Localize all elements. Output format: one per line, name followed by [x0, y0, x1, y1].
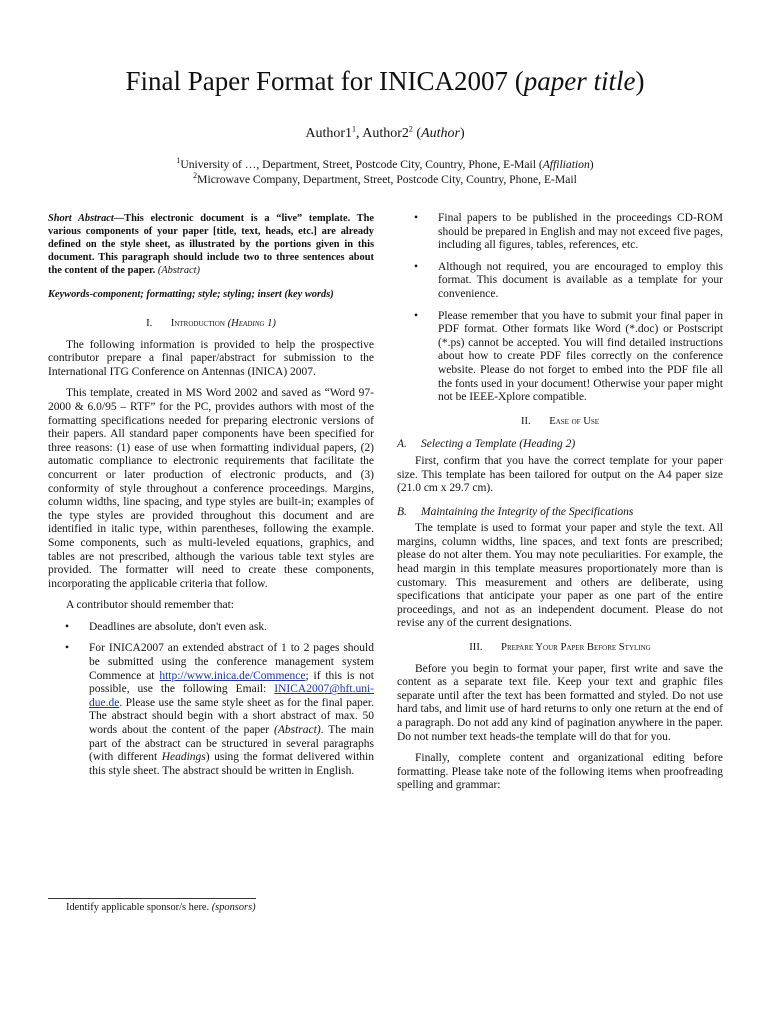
- title-italic: paper title: [523, 66, 636, 96]
- author-line: $Author1^1$, $Author2^2$ (Author): [305, 124, 465, 141]
- author-role: Author: [421, 126, 460, 141]
- affiliation-1: $^1$University of …, Department, Street, Postcode City, Country, Phone, E-Mail (Affiliation): [176, 156, 594, 171]
- bullet-icon: •: [65, 620, 70, 633]
- footnote-text: Identify applicable sponsor/s here.: [66, 902, 212, 913]
- list-item: [397, 310, 723, 405]
- affiliation-2: [0, 172, 770, 187]
- heading-number: III.: [469, 642, 483, 654]
- list-item-text: For INICA2007 an extended abstract of 1 to 2 pages should be submitted using the conference management system Commence at: [89, 642, 374, 682]
- paragraph: This template, created in MS Word 2002 and saved as “Word 97-2000 & 6.0/95 – RTF” for the PC, provides authors with most of the formatting specifications needed for preparing electronic versions of their papers. All standard paper components have been specified for three reasons: (1) ease of use when formatting individual papers, (2) automatic compliance to electronic requirements that facilitate the concurrent or later production of electronic products, and (3) conformity of style throughout a conference proceedings. Margins, column widths, line spacing, and type styles are built-in; examples of the type styles are provided throughout this document and are identified in italic type, within parentheses, following the example. Some components, such as multi-leveled equations, graphics, and tables are not prescribed, although the various table text styles are provided. The formatter will need to create these components, incorporating the applicable criteria that follow.: [48, 387, 374, 590]
- list-item: [397, 212, 723, 253]
- footnote: [66, 902, 256, 913]
- list-item-text: . Please use the same style sheet as for the final paper. The abstract should begin with a short abstract of max. 50 words about the content of the paper: [89, 696, 374, 737]
- list-item-text: Please remember that you have to submit your final paper in PDF format. Other formats like Word (*.doc) or Postscript (*.ps) cannot be accepted. You will find detailed instructions about how to create PDF files correctly on the conference website. Please do not forget to embed into the PDF file all the fonts used in your document! Otherwise your paper might not be IEEE-Xplore compatible.: [438, 309, 723, 404]
- affiliation-2-text: Microwave Company, Department, Street, Postcode City, Country, Phone, E-Mail: [197, 173, 577, 186]
- heading-introduction: [48, 317, 374, 331]
- list-item-text: Although not required, you are encouraged to employ this format. This document is available as a template for your convenience.: [438, 260, 723, 300]
- heading-number: II.: [520, 415, 531, 427]
- heading-prepare-paper: [397, 641, 723, 655]
- list-item: [48, 621, 374, 635]
- commence-link[interactable]: http://www.inica.de/Commence: [159, 669, 306, 682]
- heading-number: I.: [146, 318, 153, 329]
- bullet-list: [397, 212, 723, 405]
- bullet-list: [48, 621, 374, 779]
- abstract-label: Short Abstract: [48, 213, 114, 224]
- footnote-tag: (sponsors): [211, 902, 256, 913]
- list-item-italic: Headings: [161, 751, 206, 764]
- author-1: Author1: [305, 126, 353, 141]
- affiliation-1-sup: 1: [176, 156, 181, 166]
- list-item-text: ) using the format delivered within this style sheet. The abstract should be written in English.: [89, 751, 374, 777]
- subheading-text: Maintaining the Integrity of the Specifications: [421, 505, 634, 518]
- paragraph: The following information is provided to help the prospective contributor prepare a final paper/abstract for submission to the International ITG Conference on Antennas (INICA) 2007.: [48, 338, 374, 378]
- left-column: [48, 212, 374, 786]
- paragraph: Before you begin to format your paper, first write and save the content as a separate text file. Keep your text and graphic files separate until after the text has been formatted and styled. Do not use hard tabs, and limit use of hard returns to only one return at the end of a paragraph. Do not add any kind of pagination anywhere in the paper. Do not number text heads-the template will do that for you.: [397, 662, 723, 743]
- affiliation-1-tag: Affiliation: [542, 158, 590, 171]
- abstract-tag: (Abstract): [157, 265, 201, 276]
- subheading-b: [397, 506, 723, 520]
- paragraph: The template is used to format your paper and style the text. All margins, column widths, line spaces, and text fonts are prescribed; please do not alter them. You may note peculiarities. For example, the head margin in this template measures proportionately more than is customary. This measurement and others are deliberate, using specifications that anticipate your paper as one part of the entire proceedings, and not as an independent document. Please do not revise any of the current designations.: [397, 522, 723, 630]
- list-item-italic: (Abstract): [274, 724, 321, 737]
- subheading-label: B.: [397, 505, 407, 518]
- list-item-text: Deadlines are absolute, don't even ask.: [89, 620, 268, 633]
- author-2-sup: 2: [408, 124, 413, 134]
- author-2: , Author2: [356, 126, 409, 141]
- title-close: ): [635, 66, 645, 96]
- author-1-sup: 1: [352, 124, 357, 134]
- bullet-icon: •: [414, 260, 419, 273]
- heading-text: Ease of Use: [549, 415, 600, 427]
- subheading-label: A.: [397, 438, 407, 451]
- heading-text: Prepare Your Paper Before Styling: [501, 642, 651, 654]
- email-link[interactable]: INICA2007@hft.uni-due.de: [89, 683, 374, 709]
- subheading-text: Selecting a Template (Heading 2): [421, 438, 576, 451]
- list-item-text: . The main part of the abstract can be structured in several paragraphs (with different: [89, 724, 374, 764]
- paper-title: [0, 64, 770, 98]
- abstract-text: —This electronic document is a “live” template. The various components of your paper [title, text, heads, etc.] are already defined on the style sheet, as illustrated by the portions given in this document. This paragraph should include two to three sentences about the content of the paper.: [48, 213, 374, 276]
- abstract: [48, 212, 374, 277]
- paragraph: Finally, complete content and organizational editing before formatting. Please take note of the following items when proofreading spelling and grammar:: [397, 752, 723, 792]
- bullet-icon: •: [414, 309, 419, 322]
- bullet-icon: •: [65, 642, 70, 655]
- paragraph: First, confirm that you have the correct template for your paper size. This template has been tailored for output on the A4 paper size (21.0 cm x 29.7 cm).: [397, 454, 723, 495]
- right-column: [397, 212, 723, 801]
- heading-tag: (Heading 1): [227, 318, 276, 329]
- heading-ease-of-use: [397, 415, 723, 429]
- list-item: [48, 642, 374, 778]
- list-item-text: ; if this is not possible, use the following Email:: [89, 669, 374, 696]
- subheading-a: [397, 438, 723, 452]
- paragraph: A contributor should remember that:: [66, 599, 234, 612]
- footnote-divider: [48, 898, 256, 899]
- title-main: Final Paper Format for INICA2007 (: [125, 66, 524, 96]
- affiliation-1-text: University of …, Department, Street, Postcode City, Country, Phone, E-Mail (: [180, 158, 543, 171]
- list-item: [397, 261, 723, 302]
- list-item-text: Final papers to be published in the proceedings CD-ROM should be prepared in English and may not exceed five pages, including all figures, tables, references, etc.: [438, 212, 723, 252]
- affiliation-2-sup: 2: [193, 171, 198, 181]
- affiliations: [0, 157, 770, 187]
- keywords: Keywords-component; formatting; style; styling; insert (key words): [48, 289, 334, 300]
- heading-text: Introduction: [170, 318, 225, 329]
- bullet-icon: •: [414, 212, 419, 224]
